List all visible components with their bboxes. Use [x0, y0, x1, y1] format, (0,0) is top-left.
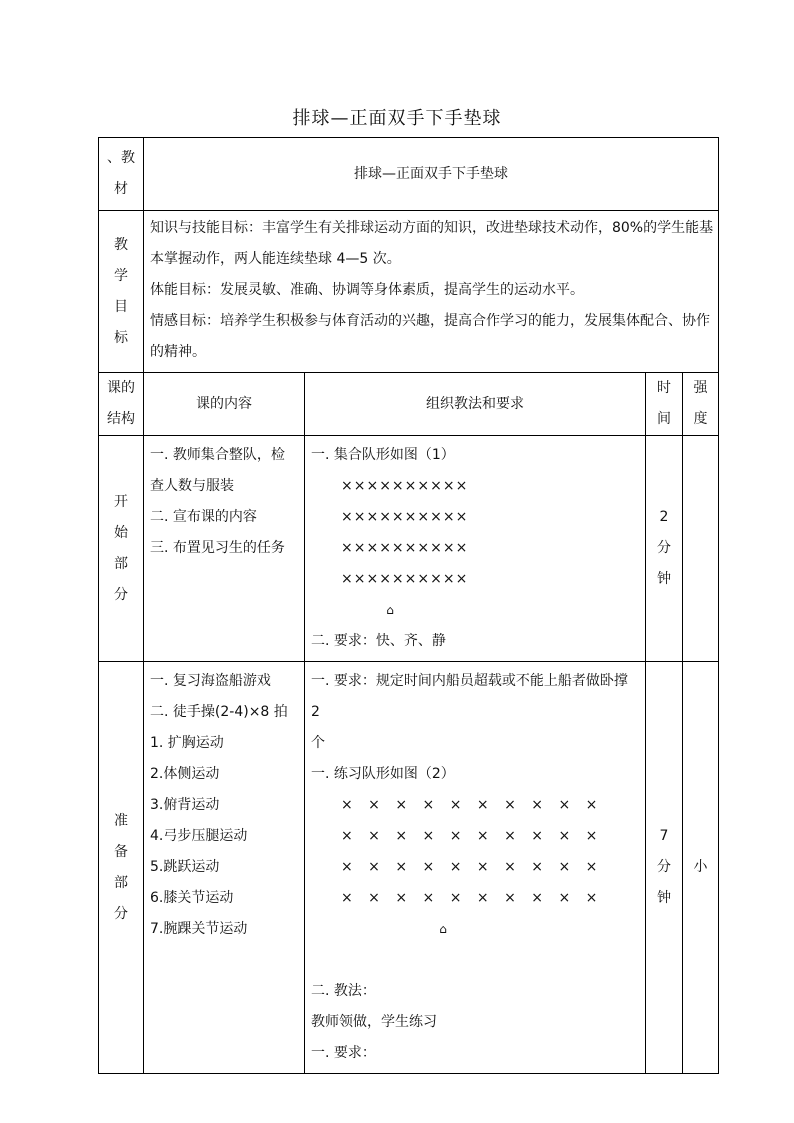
- formation-row: ××××××××××: [341, 540, 469, 556]
- prep-content-line: 二. 徒手操(2-4)×8 拍: [150, 704, 288, 720]
- objectives-label-line: 学: [114, 267, 128, 284]
- header-structure-line: 课的: [107, 380, 135, 396]
- prep-section-time: [646, 662, 683, 1074]
- start-time-line: 钟: [657, 571, 671, 587]
- formation-row: × × × × × × × × × ×: [341, 859, 600, 875]
- prep-label-line: 部: [114, 874, 128, 891]
- objective-line: 知识与技能目标：丰富学生有关排球运动方面的知识，改进垫球技术动作，80%的学生能基: [150, 220, 714, 236]
- prep-section-content: [144, 662, 305, 1074]
- header-row: [99, 373, 719, 436]
- prep-content-line: 一. 复习海盗船游戏: [150, 673, 271, 689]
- start-section-content: [144, 436, 305, 662]
- start-content-line: 查人数与服装: [150, 478, 234, 494]
- teacher-position-icon: ⌂: [386, 603, 394, 617]
- start-content-line: 三. 布置见习生的任务: [150, 540, 285, 556]
- prep-content-line: 2.体侧运动: [150, 766, 220, 782]
- objectives-label-line: 目: [114, 298, 128, 315]
- start-label-line: 部: [114, 555, 128, 572]
- objective-line: 体能目标：发展灵敏、准确、协调等身体素质，提高学生的运动水平。: [150, 282, 584, 298]
- header-structure: [99, 373, 144, 436]
- header-intensity-line: 度: [693, 411, 708, 427]
- prep-method-line: 个: [311, 735, 325, 751]
- start-content-line: 一. 教师集合整队，检: [150, 447, 285, 463]
- prep-section-intensity: 小: [683, 662, 719, 1074]
- prep-method-line: 教师领做，学生练习: [311, 1014, 437, 1030]
- prep-content-line: 3.俯背运动: [150, 797, 220, 813]
- prep-label-line: 准: [114, 812, 128, 829]
- prep-time-line: 7: [659, 828, 669, 844]
- prep-section-method: [305, 662, 646, 1074]
- prep-method-line: 一. 要求：规定时间内船员超载或不能上船者做卧撑 2: [311, 673, 628, 720]
- prep-time-line: 分: [657, 859, 671, 875]
- textbook-label-line: 、教: [107, 150, 135, 166]
- start-section-time: [646, 436, 683, 662]
- objective-line: 的精神。: [150, 344, 206, 360]
- objective-line: 本掌握动作，两人能连续垫球 4—5 次。: [150, 251, 401, 267]
- prep-method-line: 一. 要求：: [311, 1045, 376, 1061]
- prep-label-line: 备: [114, 843, 128, 860]
- start-label-line: 分: [114, 586, 128, 603]
- prep-content-line: 7.腕踝关节运动: [150, 921, 248, 937]
- objective-line: 情感目标：培养学生积极参与体育活动的兴趣，提高合作学习的能力，发展集体配合、协作: [150, 313, 710, 329]
- prep-method-line: 二. 教法：: [311, 983, 376, 999]
- spacer: [311, 945, 639, 976]
- header-intensity-line: 强: [693, 380, 708, 396]
- start-section-label: [99, 436, 144, 662]
- start-content-line: 二. 宣布课的内容: [150, 509, 257, 525]
- formation-row: × × × × × × × × × ×: [341, 890, 600, 906]
- start-section-method: [305, 436, 646, 662]
- textbook-label-line: 材: [114, 181, 128, 197]
- prep-section-label: [99, 662, 144, 1074]
- prep-content-line: 6.膝关节运动: [150, 890, 234, 906]
- start-label-line: 开: [114, 493, 128, 510]
- prep-content-line: 5.跳跃运动: [150, 859, 220, 875]
- objectives-label-line: 教: [114, 236, 128, 253]
- formation-row: × × × × × × × × × ×: [341, 797, 600, 813]
- header-structure-line: 结构: [107, 411, 135, 427]
- prep-method-line: 一. 练习队形如图（2）: [311, 766, 455, 782]
- header-content: 课的内容: [144, 373, 305, 436]
- header-time: [646, 373, 683, 436]
- prep-label-line: 分: [114, 905, 128, 922]
- start-time-line: 分: [657, 540, 671, 556]
- start-method-intro: 一. 集合队形如图（1）: [311, 447, 455, 463]
- header-time-line: 时: [657, 380, 671, 396]
- document-title: 排球—正面双手下手垫球: [292, 108, 502, 129]
- textbook-content: 排球—正面双手下手垫球: [144, 138, 719, 211]
- objectives-content: [144, 211, 719, 373]
- formation-row: ××××××××××: [341, 478, 469, 494]
- start-section-intensity: [683, 436, 719, 662]
- prep-content-line: 1. 扩胸运动: [150, 735, 224, 751]
- header-intensity: [683, 373, 719, 436]
- formation-row: ××××××××××: [341, 509, 469, 525]
- formation-row: × × × × × × × × × ×: [341, 828, 600, 844]
- lesson-plan-table: [98, 137, 719, 1074]
- objectives-label-line: 标: [114, 329, 128, 346]
- formation-row: ××××××××××: [341, 571, 469, 587]
- start-requirement: 二. 要求：快、齐、静: [311, 633, 446, 649]
- start-section-row: [99, 436, 719, 662]
- objectives-label-cell: [99, 211, 144, 373]
- start-label-line: 始: [114, 524, 128, 541]
- header-time-line: 间: [657, 411, 671, 427]
- start-time-line: 2: [659, 509, 669, 525]
- teacher-position-icon: ⌂: [439, 922, 447, 936]
- objectives-row: [99, 211, 719, 373]
- prep-content-line: 4.弓步压腿运动: [150, 828, 248, 844]
- prep-section-row: [99, 662, 719, 1074]
- prep-time-line: 钟: [657, 890, 671, 906]
- header-method: 组织教法和要求: [305, 373, 646, 436]
- textbook-row: [99, 138, 719, 211]
- textbook-label-cell: [99, 138, 144, 211]
